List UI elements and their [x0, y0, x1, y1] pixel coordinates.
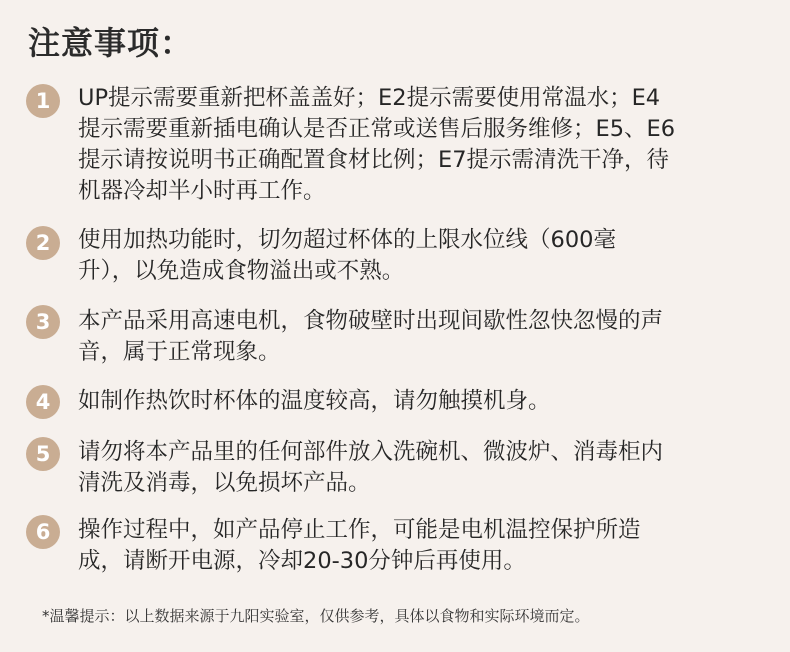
number-badge: 3 [26, 305, 60, 339]
notice-line: 清洗及消毒，以免损坏产品。 [78, 470, 371, 496]
notice-line: 本产品采用高速电机，食物破壁时出现间歇性忽快忽慢的声 [78, 308, 664, 334]
notice-text [78, 83, 772, 207]
notice-text [78, 515, 772, 577]
notice-text [78, 437, 772, 499]
notice-line: UP提示需要重新把杯盖盖好；E2提示需要使用常温水；E4 [78, 85, 661, 111]
notice-line: 操作过程中，如产品停止工作，可能是电机温控保护所造 [78, 517, 641, 543]
notice-line: 音，属于正常现象。 [78, 339, 281, 365]
footnote: *温馨提示：以上数据来源于九阳实验室，仅供参考，具体以食物和实际环境而定。 [42, 607, 590, 625]
notice-line: 使用加热功能时，切勿超过杯体的上限水位线（600毫 [78, 227, 616, 253]
notice-line: 请勿将本产品里的任何部件放入洗碗机、微波炉、消毒柜内 [78, 439, 664, 465]
notice-line: 成，请断开电源，冷却20-30分钟后再使用。 [78, 548, 526, 574]
number-badge: 4 [26, 385, 60, 419]
number-badge: 5 [26, 437, 60, 471]
notice-text [78, 306, 772, 368]
notice-text [78, 225, 772, 287]
notice-text [78, 386, 772, 417]
number-badge: 2 [26, 226, 60, 260]
page-title: 注意事项： [28, 24, 194, 62]
notice-line: 提示需要重新插电确认是否正常或送售后服务维修；E5、E6 [78, 116, 676, 142]
notice-line: 机器冷却半小时再工作。 [78, 178, 326, 204]
number-badge: 1 [26, 84, 60, 118]
notice-line: 升），以免造成食物溢出或不熟。 [78, 258, 405, 284]
notice-line: 提示请按说明书正确配置食材比例；E7提示需清洗干净，待 [78, 147, 670, 173]
number-badge: 6 [26, 515, 60, 549]
notice-line: 如制作热饮时杯体的温度较高，请勿触摸机身。 [78, 388, 551, 414]
